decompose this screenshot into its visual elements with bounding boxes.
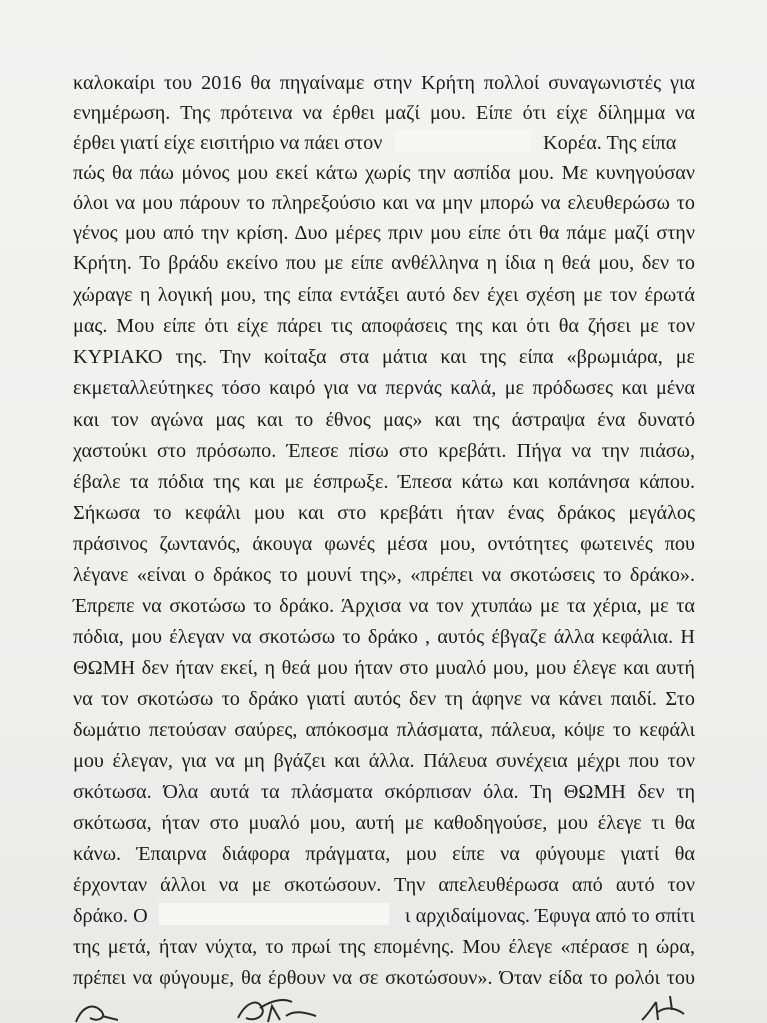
text-line-24: σκότωσα. Όλα αυτά τα πλάσματα σκόρπισαν όλα. Τη ΘΩΜΗ δεν τη	[73, 781, 695, 803]
text-line-3-end: Κορέα. Της είπα	[543, 132, 677, 154]
text-line-23: μου έλεγαν, για να μη βγάζει και άλλα. Πάλευα συνέχεια μέχρι που τον	[73, 750, 695, 772]
text-line-19: πόδια, μου έλεγαν να σκοτώσω το δράκο , αυτός έβγαζε άλλα κεφάλια. Η	[73, 626, 695, 648]
text-line-3	[73, 128, 695, 158]
text-line-6: γένος μου από την κρίση. Δυο μέρες πριν μου είπε ότι θα πάμε μαζί στην	[73, 222, 695, 244]
text-line-13: χαστούκι στο πρόσωπο. Έπεσε πίσω στο κρεβάτι. Πήγα να την πιάσω,	[73, 440, 695, 462]
text-line-27: έρχονταν άλλοι να με σκοτώσουν. Την απελευθέρωσα από αυτό τον	[73, 874, 695, 896]
text-line-16: πράσινος ζωντανός, άκουγα φωνές μέσα μου, οντότητες φωτεινές που	[73, 533, 695, 555]
text-line-28	[73, 901, 695, 931]
text-line-8: χώραγε η λογική μου, της είπα εντάξει αυτό δεν έχει σχέση με τον έρωτά	[73, 284, 695, 306]
text-line-15: Σήκωσα το κεφάλι μου και στο κρεβάτι ήταν ένας δράκος μεγάλος	[73, 502, 695, 524]
text-line-18: Έπρεπε να σκοτώσω το δράκο. Άρχισα να τον χτυπάω με τα χέρια, με τα	[73, 595, 695, 617]
signature-mark-1	[72, 996, 132, 1023]
text-line-7: Κρήτη. Το βράδυ εκείνο που με είπε ανθέλληνα η ίδια η θεά μου, δεν το	[73, 252, 695, 274]
text-line-10: ΚΥΡΙΑΚΟ της. Την κοίταξα στα μάτια και της είπα «βρωμιάρα, με	[73, 346, 695, 368]
text-line-12: και τον αγώνα μας και το έθνος μας» και της άστραψα ένα δυνατό	[73, 409, 695, 431]
text-line-28-end: ι αρχιδαίμονας. Έφυγα από το σπίτι	[405, 905, 695, 927]
signature-mark-2	[232, 994, 322, 1023]
text-line-3-start: έρθει γιατί είχε εισιτήριο να πάει στον	[73, 132, 383, 154]
text-line-5: όλοι να μου πάρουν το πληρεξούσιο και να μην μπορώ να ελευθερώσω το	[73, 192, 695, 214]
text-line-20: ΘΩΜΗ δεν ήταν εκεί, η θεά μου ήταν στο μυαλό μου, μου έλεγε και αυτή	[73, 657, 695, 679]
redacted-area-2	[159, 903, 389, 925]
text-line-17: λέγανε «είναι ο δράκος το μουνί της», «πρέπει να σκοτώσεις το δράκο».	[73, 564, 695, 586]
text-line-11: εκμεταλλεύτηκες τόσο καιρό για να περνάς καλά, με πρόδωσες και μένα	[73, 377, 695, 399]
text-line-21: να τον σκοτώσω το δράκο γιατί αυτός δεν τη άφηνε να κάνει παιδί. Στο	[73, 688, 695, 710]
text-line-4: πώς θα πάω μόνος μου εκεί κάτω χωρίς την ασπίδα μου. Με κυνηγούσαν	[73, 162, 695, 184]
text-line-22: δωμάτιο πετούσαν σαύρες, απόκοσμα πλάσματα, πάλευα, κόψε το κεφάλι	[73, 719, 695, 741]
text-line-1: καλοκαίρι του 2016 θα πηγαίναμε στην Κρήτη πολλοί συναγωνιστές για	[73, 72, 695, 94]
text-line-30: πρέπει να φύγουμε, θα έρθουν να σε σκοτώσουν». Όταν είδα το ρολόι του	[73, 967, 695, 989]
text-line-28-start: δράκο. Ο	[73, 905, 148, 927]
text-line-25: σκότωσα, ήταν στο μυαλό μου, αυτή με καθοδηγούσε, μου έλεγε τι θα	[73, 812, 695, 834]
text-line-9: μας. Μου είπε ότι είχε πάρει τις αποφάσεις της και ότι θα ζήσει με τον	[73, 315, 695, 337]
signature-mark-3	[636, 994, 696, 1023]
text-line-2: ενημέρωση. Της πρότεινα να έρθει μαζί μου. Είπε ότι είχε δίλημμα να	[73, 102, 695, 124]
text-line-29: της μετά, ήταν νύχτα, το πρωί της επομένης. Μου έλεγε «πέρασε η ώρα,	[73, 936, 695, 958]
text-line-14: έβαλε τα πόδια της και με έσπρωξε. Έπεσα κάτω και κοπάνησα κάπου.	[73, 471, 695, 493]
text-line-26: κάνω. Έπαιρνα διάφορα πράγματα, μου είπε να φύγουμε γιατί θα	[73, 843, 695, 865]
redacted-area	[395, 130, 531, 152]
